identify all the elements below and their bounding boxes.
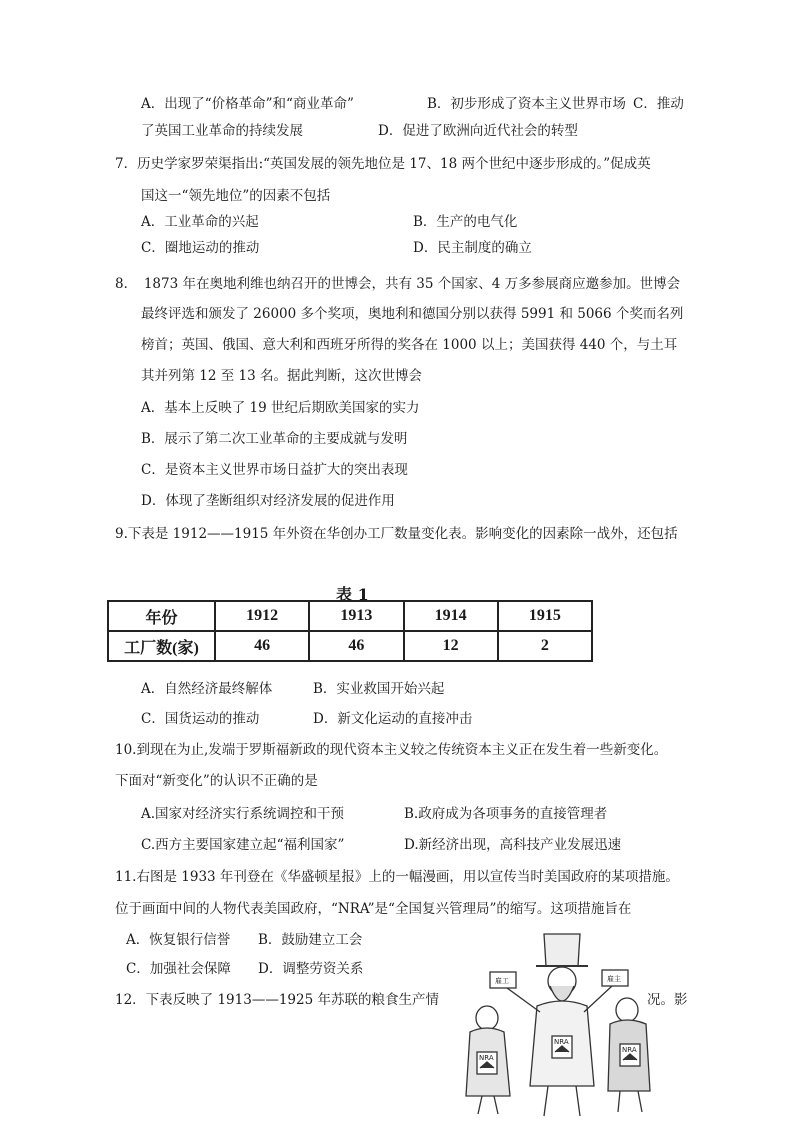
q11-option-a: A．恢复银行信誉: [126, 932, 231, 948]
q7-option-d: D．民主制度的确立: [413, 240, 532, 256]
cartoon-label-employer: 雇主: [607, 975, 621, 983]
q12-stem-line-1: 12．下表反映了 1913——1925 年苏联的粮食生产情: [115, 992, 439, 1008]
table-cell: 2: [498, 631, 592, 661]
q8-option-b: B．展示了第二次工业革命的主要成就与发明: [141, 431, 408, 447]
q7-option-b: B．生产的电气化: [413, 214, 518, 230]
q8-option-d: D．体现了垄断组织对经济发展的促进作用: [141, 493, 395, 509]
q11-stem-line-2: 位于画面中间的人物代表美国政府，“NRA”是“全国复兴管理局”的缩写。这项措施旨在: [115, 901, 632, 917]
q7-option-a: A．工业革命的兴起: [141, 214, 259, 230]
q9-option-a: A．自然经济最终解体: [141, 681, 273, 697]
q11-stem-line-1: 11.右图是 1933 年刊登在《华盛顿星报》上的一幅漫画，用以宣传当时美国政府的某项措施。: [115, 869, 679, 885]
q12-stem-line-1-tail: 况。影: [647, 992, 688, 1008]
q6-option-d: D．促进了欧洲向近代社会的转型: [378, 123, 578, 139]
q10-option-b: B.政府成为各项事务的直接管理者: [404, 806, 608, 822]
q8-option-c: C．是资本主义世界市场日益扩大的突出表现: [141, 462, 408, 478]
table-1-title: 表 1: [336, 585, 369, 604]
table-header-cell: 1912: [215, 601, 309, 631]
q10-stem-line-2: 下面对“新变化”的认识不正确的是: [115, 773, 318, 789]
factory-count-table: [107, 600, 593, 662]
q10-stem-line-1: 10.到现在为止,发端于罗斯福新政的现代资本主义较之传统资本主义正在发生着一些新变化。: [115, 742, 668, 758]
table-cell: 46: [309, 631, 403, 661]
q11-option-b: B．鼓励建立工会: [258, 932, 363, 948]
nra-cartoon-illustration: [452, 926, 682, 1121]
q11-option-d: D．调整劳资关系: [258, 961, 364, 977]
table-header-cell: 1913: [309, 601, 403, 631]
table-header-cell: 年份: [108, 601, 215, 631]
q8-stem-line-3: 榜首；英国、俄国、意大利和西班牙所得的奖各在 1000 以上；美国获得 440 个，与土耳: [141, 337, 678, 353]
cartoon-badge-center: NRA: [554, 1038, 569, 1046]
table-header-cell: 1914: [404, 601, 498, 631]
q11-option-c: C．加强社会保障: [126, 961, 231, 977]
cartoon-label-worker: 雇工: [495, 977, 509, 985]
q6-option-c: C．推动: [633, 96, 684, 112]
q7-stem-line-1: 7．历史学家罗荣渠指出:“英国发展的领先地位是 17、18 两个世纪中逐步形成的。”促成英: [115, 156, 651, 172]
q8-stem-line-2: 最终评选和颁发了 26000 多个奖项，奥地利和德国分别以获得 5991 和 5066 个奖而名列: [141, 306, 684, 322]
q8-stem-line-4: 其并列第 12 至 13 名。据此判断，这次世博会: [141, 368, 423, 384]
table-row: [108, 631, 592, 661]
table-header-cell: 1915: [498, 601, 592, 631]
table-cell: 12: [404, 631, 498, 661]
q9-option-b: B．实业救国开始兴起: [313, 681, 445, 697]
cartoon-badge-left: NRA: [479, 1054, 494, 1062]
q10-option-c: C.西方主要国家建立起“福利国家”: [141, 837, 345, 853]
q9-stem-line-1: 9.下表是 1912——1915 年外资在华创办工厂数量变化表。影响变化的因素除一战外，还包括: [115, 526, 678, 542]
q9-option-d: D．新文化运动的直接冲击: [313, 711, 473, 727]
q10-option-a: A.国家对经济实行系统调控和干预: [141, 806, 345, 822]
q6-option-b: B．初步形成了资本主义世界市场: [427, 96, 626, 112]
q6-option-c-continued: 了英国工业革命的持续发展: [141, 123, 303, 139]
cartoon-badge-right: NRA: [622, 1046, 637, 1054]
q10-option-d: D.新经济出现，高科技产业发展迅速: [404, 837, 622, 853]
table-cell: 46: [215, 631, 309, 661]
table-cell: 工厂数(家): [108, 631, 215, 661]
q8-stem-line-1: 8． 1873 年在奥地利维也纳召开的世博会，共有 35 个国家、4 万多参展商应邀参加。世博会: [115, 276, 681, 292]
table-header-row: [108, 601, 592, 631]
q8-option-a: A．基本上反映了 19 世纪后期欧美国家的实力: [141, 400, 420, 416]
q6-option-a: A．出现了“价格革命”和“商业革命”: [141, 96, 354, 112]
q7-stem-line-2: 国这一“领先地位”的因素不包括: [141, 188, 331, 204]
q9-option-c: C．国货运动的推动: [141, 711, 260, 727]
q7-option-c: C．圈地运动的推动: [141, 240, 260, 256]
